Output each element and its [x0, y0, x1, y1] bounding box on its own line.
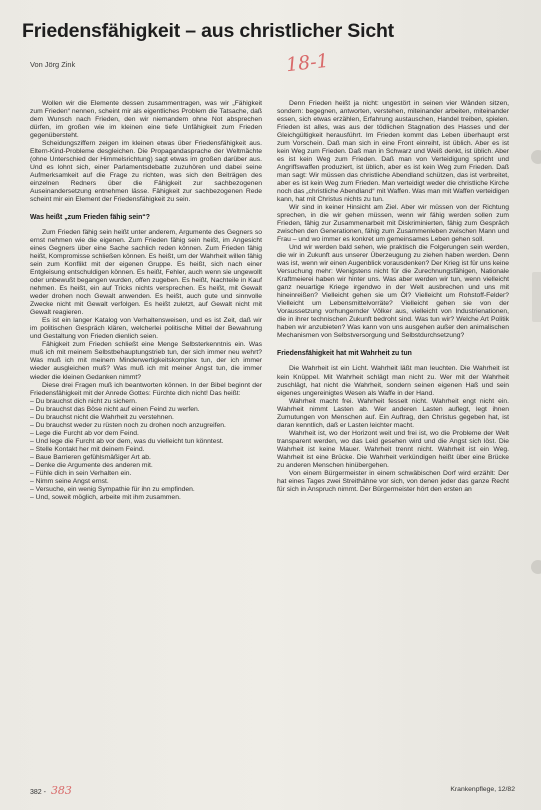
- list-item: – Du brauchst nicht die Wahrheit zu verstehnen.: [30, 414, 262, 422]
- list-item: – Und, soweit möglich, arbeite mit ihm zusammen.: [30, 494, 262, 502]
- punch-hole: [531, 150, 541, 164]
- paragraph: Von einem Bürgermeister in einem schwäbischen Dorf wird erzählt: Der hat eines Tages zwei Streithähne vor sich, von denen jeder das ganze Recht für sich in Anspruch nimmt. Der Bürgermeister hört den ersten an: [277, 469, 509, 493]
- list-item: – Versuche, ein wenig Sympathie für ihn zu empfinden.: [30, 486, 262, 494]
- list-item: – Fühle dich in sein Verhalten ein.: [30, 470, 262, 478]
- journal-reference: Krankenpflege, 12/82: [450, 786, 515, 793]
- paragraph: Wir sind in keiner Hinsicht am Ziel. Aber wir müssen von der Richtung sprechen, in die wir gehen müssen, wenn wir fähig werden sollen zum Frieden, fähig zur Zusammenarbeit mit Diskriminierten, fähig zum Gespräch zwischen den Generationen, fähig zum Zusammenleben zwischen Mann und Frau – und wo immer es konkret um gemeinsames Leben gehen soll.: [277, 204, 509, 244]
- paragraph: Wahrheit macht frei. Wahrheit fesselt nicht. Wahrheit engt nicht ein. Wahrheit nimmt Lasten ab. Wer anderen Lasten auflegt, legt ihnen Zumutungen von Menschen auf. Ein Auftrag, den Christus gegeben hat, ist daran kenntlich, daß er Lasten leichter macht.: [277, 397, 509, 429]
- article-title: Friedensfähigkeit – aus christlicher Sicht: [22, 20, 394, 42]
- section-heading: Was heißt „zum Frieden fähig sein“?: [30, 214, 150, 222]
- paragraph: Wollen wir die Elemente dessen zusammentragen, was wir „Fähigkeit zum Frieden“ nennen, scheint mir als eigentliches Problem die Tatsache, daß dem Wunsch nach Frieden, den wir niemandem ohne Not absprechen dürfen, im großen wie im kleinen eine tiefe Unfähigkeit zum Frieden gegenübersteht.: [30, 100, 262, 140]
- punch-hole: [531, 560, 541, 574]
- paragraph: Und wir werden bald sehen, wie praktisch die Folgerungen sein werden, die wir in Zukunft aus unserer Überzeugung zu ziehen haben werden. Denn was ist, wenn wir einen Augenblick vorausdenken? Der Krieg ist für uns keine Versuchung mehr: Wenigstens nicht für die Zurechnungsfähigen, Nationale Kraftmeierei haben wir hinter uns. Was aber werden wir tun, wenn vielleicht ganz neuartige Kriege irgendwo in der Welt ausbrechen und uns mit hineinreißen? Vielleicht gehen sie um Öl? Vielleicht um Rohstoff-Felder? Vielleicht um Lebensmittelvorräte? Vielleicht gehen sie von der Voraussetzung vorhungernder Völker aus, vielleicht von Industrienationen, die in ihrer technischen Zukunft bedroht sind. Was tun wir? Welche Art Politik haben wir anzubieten? Was kann von uns ausgehen außer den animalischen Mechanismen von Selbstversorgung und Selbstdurchsetzung?: [277, 244, 509, 340]
- page-number: 382 - 383: [30, 784, 72, 797]
- paragraph: Diese drei Fragen muß ich beantworten können. In der Bibel beginnt der Friedensfähigkeit mit der Anrede Gottes: Fürchte dich nicht! Das heißt:: [30, 381, 262, 397]
- paragraph: Fähigkeit zum Frieden schließt eine Menge Selbsterkenntnis ein. Was muß ich mit meinem Selbstbehauptungstrieb tun, der sich immer neu wehrt? Was muß ich mit meinem Minderwertigkeitskomplex tun, der ich immer wieder ausgleichen muß? Was muß ich mit meiner Angst tun, die immer wieder die kleinen Gedanken nimmt?: [30, 341, 262, 381]
- paragraph: Es ist ein langer Katalog von Verhaltensweisen, und es ist Zeit, daß wir im politischen Gespräch klären, welcherlei politische Mittel der Bewahrung und Gestaltung von Frieden dienlich seien.: [30, 317, 262, 341]
- list-item: – Und lege die Furcht ab vor dem, was du vielleicht tun könntest.: [30, 438, 262, 446]
- left-column: [30, 100, 262, 502]
- page-number-handwritten: 383: [50, 784, 72, 797]
- handwritten-mark: 18-1: [284, 49, 330, 77]
- bullet-list: [30, 398, 262, 502]
- page-number-print: 382: [30, 789, 42, 796]
- right-column: [277, 100, 509, 494]
- list-item: – Baue Barrieren gefühlsmäßiger Art ab.: [30, 454, 262, 462]
- list-item: – Stelle Kontakt her mit deinem Feind.: [30, 446, 262, 454]
- author-byline: Von Jörg Zink: [30, 60, 76, 69]
- section-heading: Friedensfähigkeit hat mit Wahrheit zu tun: [277, 350, 412, 358]
- paragraph: Scheidungsziffern zeigen im kleinen etwas über Friedensfähigkeit aus. Eltern-Kind-Probleme desgleichen. Die Propagandasprache der Weltmächte (ohne Unterschied der Himmelsrichtung) sagt etwas im großen darüber aus. Und es lohnt sich, einer Parlamentsdebatte zuzuhören und dabei seine Aufmerksamkeit auf die Frage zu richten, was sich den Beiträgen des einzelnen Redners über die Fähigkeit zur sachbezogenen Auseinandersetzung entnehmen lässe. Fähigkeit zur sachbezogenen Rede scheint mir ein Element der Friedensfähigkeit zu sein.: [30, 140, 262, 204]
- list-item: – Du brauchst das Böse nicht auf einen Feind zu werfen.: [30, 406, 262, 414]
- list-item: – Lege die Furcht ab vor dem Feind.: [30, 430, 262, 438]
- list-item: – Du brauchst dich nicht zu sichern.: [30, 398, 262, 406]
- paragraph: Wahrheit ist, wo der Horizont weit und frei ist, wo die Probleme der Welt transparent werden, wo das Leid gesehen wird und die Angst sich löst. Die Wahrheit ist keine Mauer. Wahrheit trennt nicht. Wahrheit ist ein Weg. Wahrheit ist eine Brücke. Die Wahrheit verkündigen heißt über eine Brücke zu anderen Menschen hinübergehen.: [277, 429, 509, 469]
- binder-tab: [532, 272, 541, 322]
- paragraph: Denn Frieden heißt ja nicht: ungestört in seinen vier Wänden sitzen, sondern: begegnen, antworten, verstehen, miteinander arbeiten, miteinander essen, sich etwas erzählen, Erfahrung austauschen, Handel treiben, spielen. Frieden ist alles, was aus der tödlichen Stagnation des Hasses und der Gleichgültigkeit herausführt. Im Frieden kommt das Leben überhaupt erst zum Vorschein. Daß man sich in eine Front einreiht, ist üblich. Aber es ist kein Weg zum Frieden. Daß man in Schwarz und Weiß denkt, ist üblich. Aber es ist kein Weg zum Frieden. Daß man von Verteidigung spricht und Angriffswaffen produziert, ist üblich, aber es ist kein Weg zum Frieden. Daß man sagt: Wir müssen das christliche Abendland schützen, das ist verbreitet, aber es ist kein Weg zum Frieden. Man verteidigt weder die christliche Kirche noch das „christliche Abendland“ mit Waffen. Was man mit Waffen verteidigen kann, hat mit Christus nichts zu tun.: [277, 100, 509, 204]
- list-item: – Nimm seine Angst ernst.: [30, 478, 262, 486]
- list-item: – Denke die Argumente des anderen mit.: [30, 462, 262, 470]
- paragraph: Zum Frieden fähig sein heißt unter anderem, Argumente des Gegners so ernst nehmen wie die eigenen. Zum Frieden fähig sein heißt, im Angesicht eines Gegners über eine Sache sachlich reden können. Zum Frieden fähig heißt, Kompromisse schließen können. Es heißt, um der Wahrheit willen fähig sein zum Konflikt mit der eigenen Gruppe. Es heißt, sich nach einer Entgleisung entschuldigen können. Es heißt, Fehler, auch wenn sie ungewollt oder unbewußt begangen wurden, offen zugeben. Es heißt, Nachteile in Kauf nehmen. Es heißt, ein auf Tricks nichts versprechen. Es heißt, mit Gewalt weder drohen noch Gewalt anwenden. Es heißt, auch gute und sinnvolle Zwecke nicht mit Gewalt verfolgen. Es heißt zuletzt, auf Gewalt nicht mit Gewalt reagieren.: [30, 229, 262, 317]
- paragraph: Die Wahrheit ist ein Licht. Wahrheit läßt man leuchten. Die Wahrheit ist kein Knüppel. Mit Wahrheit schlägt man nicht zu. Wer mit der Wahrheit zuschlägt, hat nicht die Wahrheit, sondern seinen eigenen Haß und sein eigenes ungereinigtes Wesen als Waffe in der Hand.: [277, 365, 509, 397]
- list-item: – Du brauchst weder zu rüsten noch zu drohen noch anzugreifen.: [30, 422, 262, 430]
